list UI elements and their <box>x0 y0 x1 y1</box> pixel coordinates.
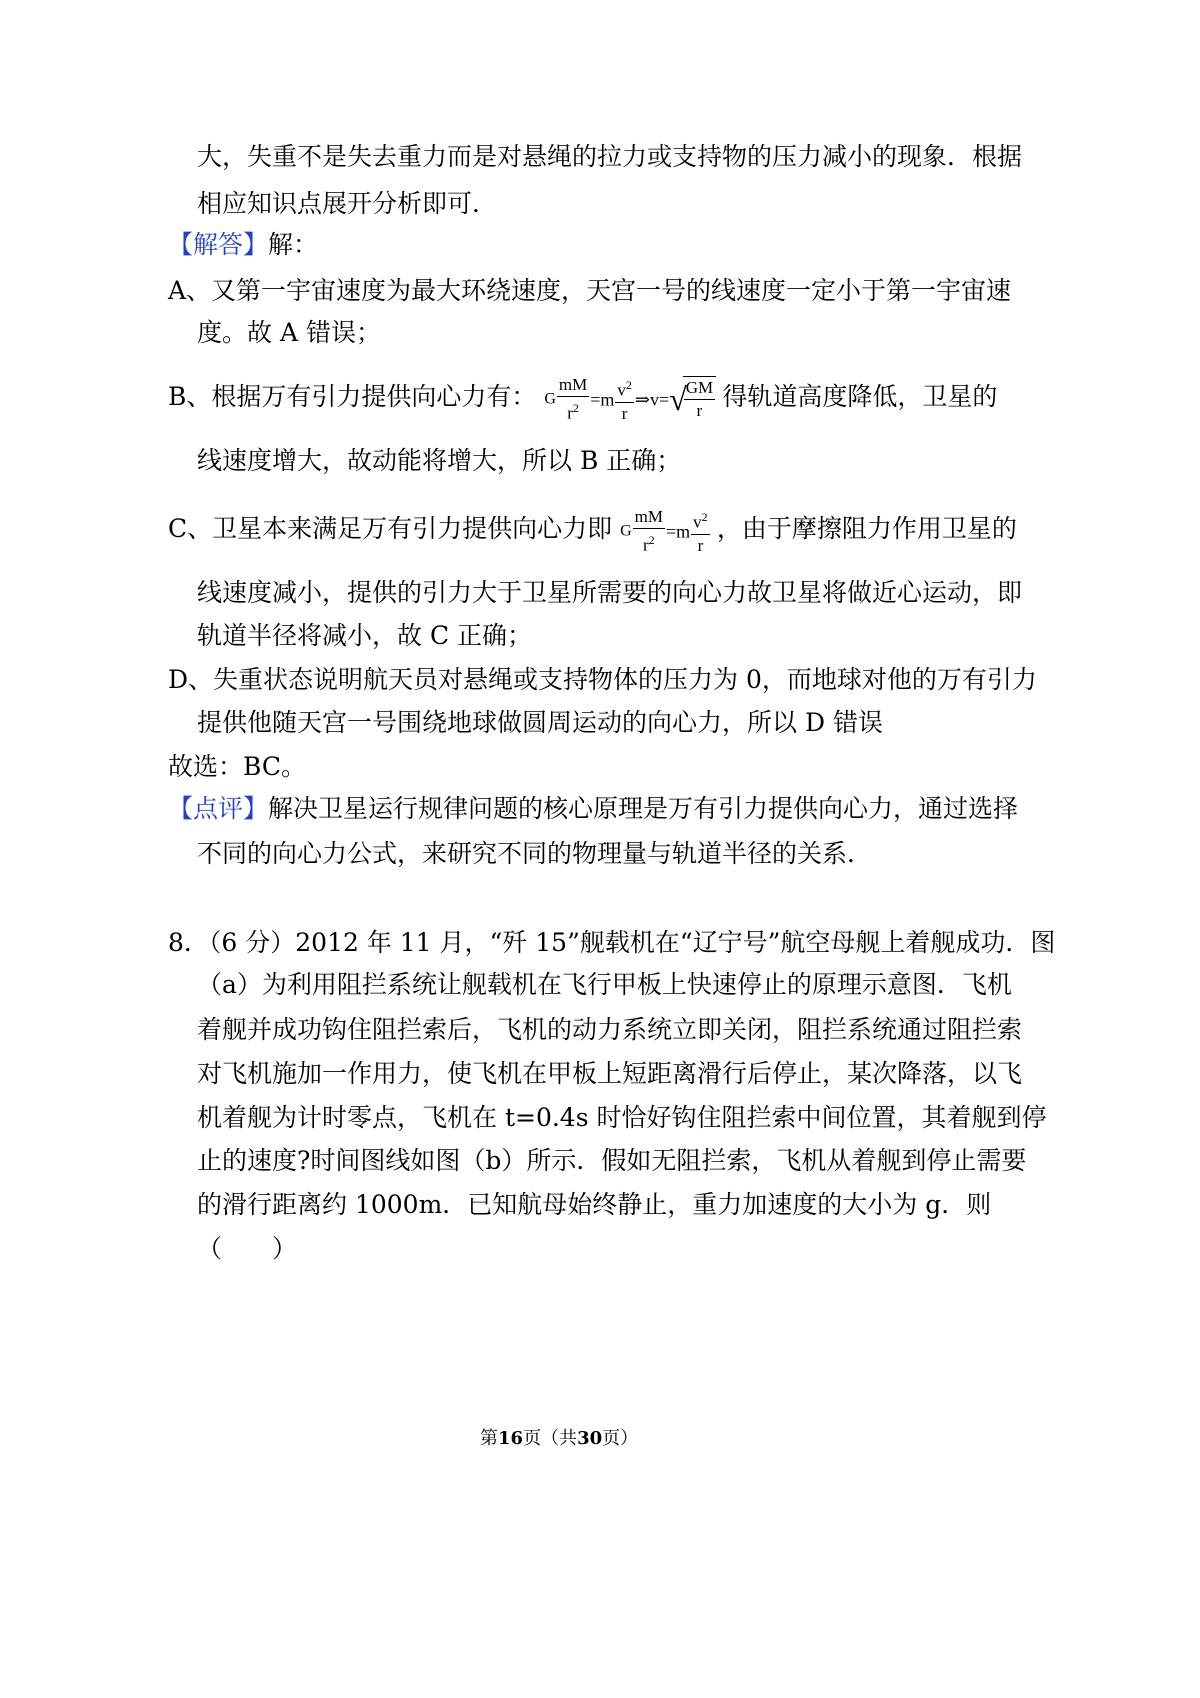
fraction-mM-over-r2: $\frac{mM}{r^2}$ <box>634 507 663 555</box>
comment-line-1 <box>168 792 1018 826</box>
option-b-prefix: B、根据万有引力提供向心力有： <box>168 382 537 412</box>
option-c-line-3: 轨道半径将减小，故 C 正确； <box>197 621 533 650</box>
comment-text: 解决卫星运行规律问题的核心原理是万有引力提供向心力，通过选择 <box>268 794 1019 823</box>
comment-tag: 【点评】 <box>168 794 269 823</box>
option-b-line-1 <box>168 374 997 425</box>
question8-line-3: 着舰并成功钩住阻拦索后，飞机的动力系统立即关闭，阻拦系统通过阻拦索 <box>197 1015 1023 1044</box>
page-footer: 第16页（共30页） <box>480 1428 639 1449</box>
option-c-formula: G $\frac{mM}{r^2}$ =m $\frac{v^2}{r}$ <box>620 507 708 555</box>
question8-line-2: （a）为利用阻拦系统让舰载机在飞行甲板上快速停止的原理示意图．飞机 <box>197 970 1012 999</box>
option-a-line-1: A、又第一宇宙速度为最大环绕速度，天宫一号的线速度一定小于第一宇宙速 <box>168 276 1012 305</box>
option-c-line-2: 线速度减小，提供的引力大于卫星所需要的向心力故卫星将做近心运动，即 <box>197 578 1023 607</box>
answer-heading <box>168 228 318 262</box>
answer-choice: 故选：BC。 <box>168 752 306 781</box>
answer-tag: 【解答】 <box>168 230 269 259</box>
option-d-line-1: D、失重状态说明航天员对悬绳或支持物体的压力为 0，而地球对他的万有引力 <box>168 665 1037 694</box>
analysis-line-1: 大，失重不是失去重力而是对悬绳的拉力或支持物的压力减小的现象．根据 <box>197 142 1023 171</box>
question8-line-7: 的滑行距离约 1000m．已知航母始终静止，重力加速度的大小为 g．则 <box>197 1190 992 1219</box>
option-a-line-2: 度。故 A 错误； <box>197 318 381 347</box>
answer-lead: 解： <box>268 230 319 259</box>
option-b-formula: G $\frac{mM}{r^2}$ =m $\frac{v^2}{r}$ ⇒v=√ $\frac{GM}{r}$ <box>544 384 722 411</box>
sqrt-sign-icon: √ <box>669 381 687 418</box>
question8-line-1: 8．（6 分）2012 年 11 月，“歼 15”舰载机在“辽宁号”航空母舰上着舰成功．图 <box>168 928 1056 957</box>
option-c-line-1 <box>168 506 1017 557</box>
option-b-line-2: 线速度增大，故动能将增大，所以 B 正确； <box>197 446 682 475</box>
comment-line-2: 不同的向心力公式，来研究不同的物理量与轨道半径的关系． <box>197 839 873 868</box>
question8-line-8: （ ） <box>197 1234 298 1263</box>
question8-line-5: 机着舰为计时零点，飞机在 t=0.4s 时恰好钩住阻拦索中间位置，其着舰到停 <box>197 1103 1047 1132</box>
page-total: 30 <box>577 1428 603 1449</box>
question8-line-6: 止的速度?时间图线如图（b）所示．假如无阻拦索，飞机从着舰到停止需要 <box>197 1146 1027 1175</box>
analysis-line-2: 相应知识点展开分析即可． <box>197 189 498 218</box>
fraction-v2-over-r: $\frac{v^2}{r}$ <box>691 506 710 557</box>
option-c-prefix: C、卫星本来满足万有引力提供向心力即 <box>168 514 613 544</box>
fraction-GM-over-r: $\frac{GM}{r}$ <box>685 378 714 421</box>
fraction-v2-over-r: $\frac{v^2}{r}$ <box>615 374 634 425</box>
fraction-mM-over-r2: $\frac{mM}{r^2}$ <box>558 375 588 423</box>
option-c-suffix: ，由于摩擦阻力作用卫星的 <box>716 514 1017 544</box>
page-number: 16 <box>498 1428 524 1449</box>
option-b-suffix: 得轨道高度降低，卫星的 <box>722 382 998 412</box>
option-d-line-2: 提供他随天宫一号围绕地球做圆周运动的向心力，所以 D 错误 <box>197 708 883 737</box>
question8-line-4: 对飞机施加一作用力，使飞机在甲板上短距离滑行后停止，某次降落，以飞 <box>197 1059 1023 1088</box>
